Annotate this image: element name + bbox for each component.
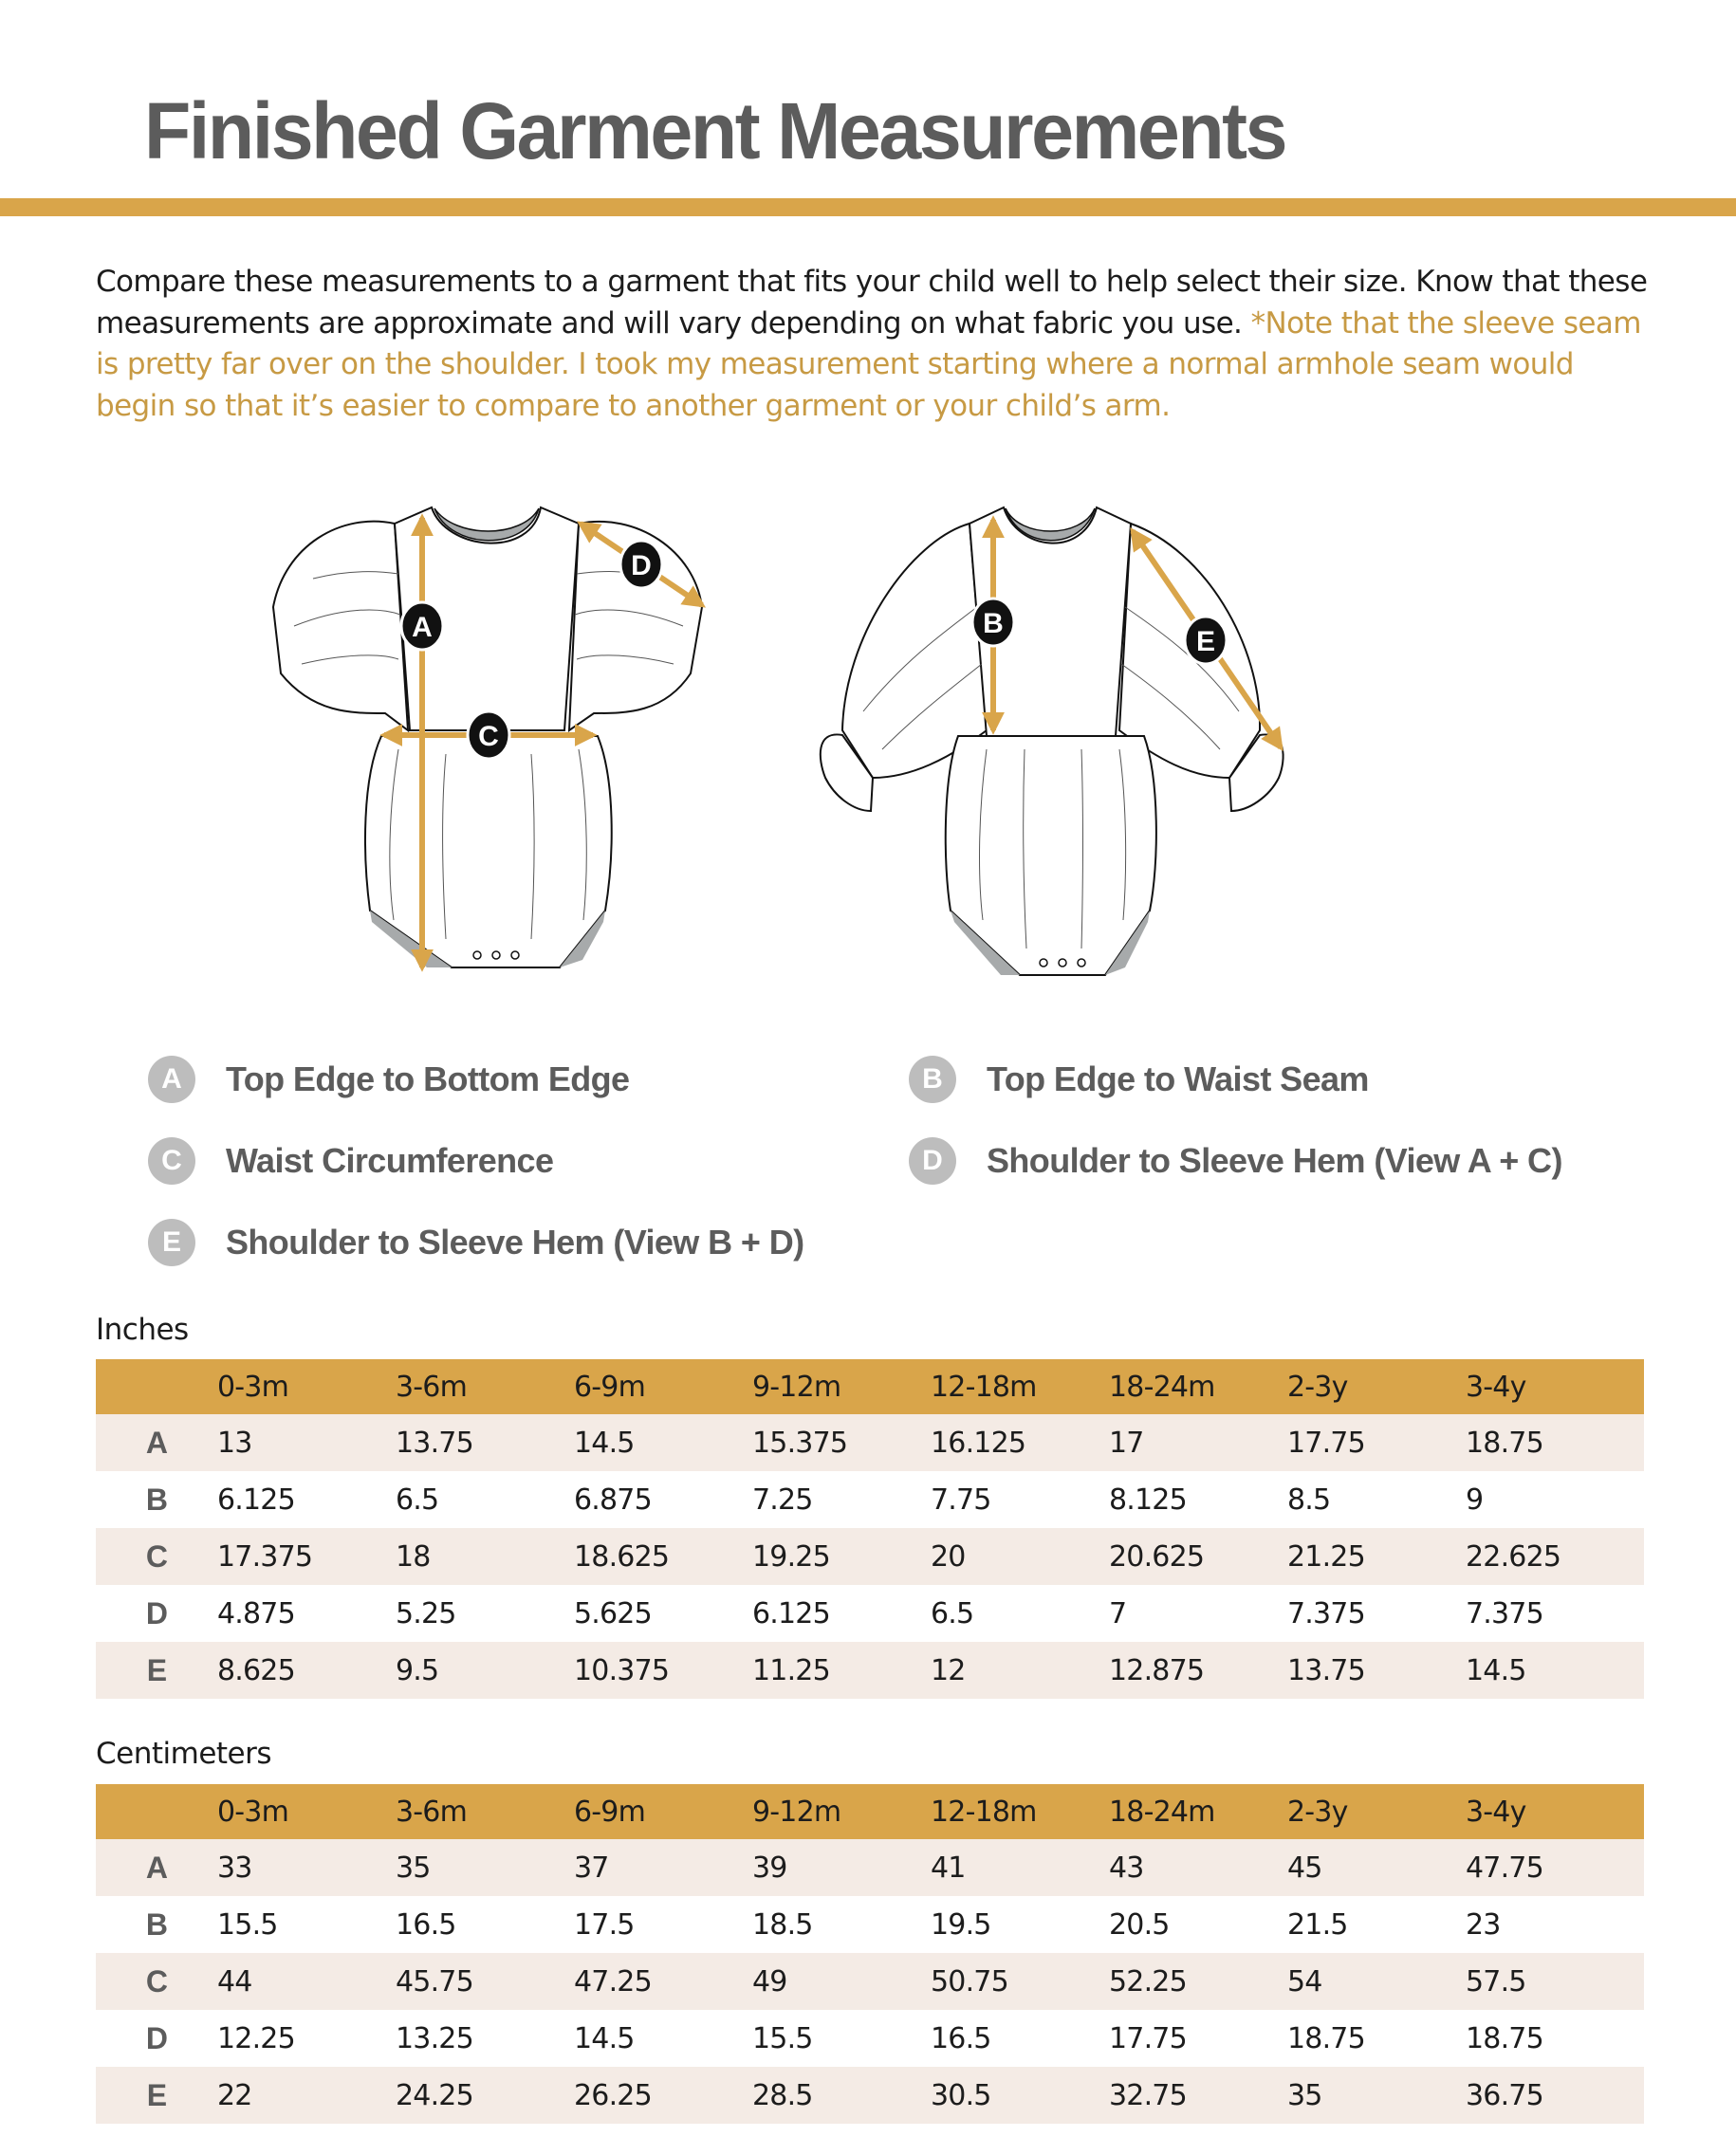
table-row: [96, 1471, 1644, 1528]
legend-label-a: Top Edge to Bottom Edge: [226, 1059, 630, 1098]
size-header-0-3m: 0-3m: [217, 1795, 289, 1829]
legend-badge-d: D: [909, 1137, 956, 1185]
measurement-cell: 7.75: [931, 1483, 991, 1517]
measurement-cell: 45: [1287, 1851, 1322, 1885]
measurement-cell: 18: [396, 1539, 431, 1574]
measurement-cell: 16.5: [396, 1907, 456, 1942]
legend-label-b: Top Edge to Waist Seam: [987, 1059, 1369, 1098]
table-row: [96, 2010, 1644, 2067]
header-corner-cell: [96, 1784, 217, 1839]
measurement-cell: 33: [217, 1851, 252, 1885]
size-header-3-4y: 3-4y: [1466, 1370, 1526, 1404]
measurement-cell: 17.75: [1287, 1426, 1365, 1460]
measurement-cell: 18.75: [1466, 1426, 1543, 1460]
size-header-12-18m: 12-18m: [931, 1370, 1037, 1404]
table-row: [96, 1585, 1644, 1642]
measurement-cell: 8.625: [217, 1653, 295, 1687]
measurement-cell: 35: [1287, 2078, 1322, 2112]
badge-d: [620, 541, 662, 588]
measurement-cell: 19.5: [931, 1907, 991, 1942]
measurement-cell: 13.75: [396, 1426, 473, 1460]
measurement-cell: 12.875: [1109, 1653, 1205, 1687]
table-header-row: [96, 1784, 1644, 1839]
legend-item-a: [148, 1055, 629, 1104]
measurement-cell: 54: [1287, 1964, 1322, 1998]
measurement-cell: 23: [1466, 1907, 1501, 1942]
measurement-cell: 6.5: [931, 1596, 974, 1630]
row-label: A: [145, 1850, 168, 1885]
measurement-cell: 12.25: [217, 2021, 295, 2055]
size-header-3-6m: 3-6m: [396, 1795, 468, 1829]
measurement-cell: 7.375: [1287, 1596, 1365, 1630]
measurement-cell: 17.375: [217, 1539, 313, 1574]
measurement-cell: 10.375: [574, 1653, 670, 1687]
table-header-row: [96, 1359, 1644, 1414]
measurement-cell: 47.75: [1466, 1851, 1543, 1885]
legend-item-e: [148, 1218, 804, 1267]
row-label: C: [145, 1963, 168, 1998]
measurement-cell: 35: [396, 1851, 431, 1885]
table-row: [96, 2067, 1644, 2124]
measurement-cell: 26.25: [574, 2078, 652, 2112]
measurement-cell: 28.5: [752, 2078, 813, 2112]
measurement-cell: 13.25: [396, 2021, 473, 2055]
measurement-cell: 14.5: [1466, 1653, 1526, 1687]
measurement-cell: 45.75: [396, 1964, 473, 1998]
measurement-cell: 16.125: [931, 1426, 1026, 1460]
measurement-cell: 17: [1109, 1426, 1144, 1460]
badge-a-letter: A: [412, 612, 433, 643]
measurement-cell: 15.5: [752, 2021, 813, 2055]
size-header-9-12m: 9-12m: [752, 1370, 841, 1404]
measurement-cell: 5.625: [574, 1596, 652, 1630]
measurement-cell: 24.25: [396, 2078, 473, 2112]
measurement-cell: 15.375: [752, 1426, 848, 1460]
size-header-2-3y: 2-3y: [1287, 1370, 1348, 1404]
row-label: E: [146, 2077, 167, 2112]
measurement-cell: 18.75: [1287, 2021, 1365, 2055]
legend-badge-b: B: [909, 1056, 956, 1103]
measurement-cell: 18.625: [574, 1539, 670, 1574]
measurement-cell: 16.5: [931, 2021, 991, 2055]
measurement-cell: 17.5: [574, 1907, 635, 1942]
measurement-cell: 9.5: [396, 1653, 439, 1687]
measurement-cell: 19.25: [752, 1539, 830, 1574]
measurement-cell: 21.5: [1287, 1907, 1348, 1942]
legend-item-d: [909, 1136, 1562, 1186]
centimeters-label: Centimeters: [96, 1737, 272, 1771]
legend-label-d: Shoulder to Sleeve Hem (View A + C): [987, 1141, 1562, 1180]
measurement-cell: 30.5: [931, 2078, 991, 2112]
row-label: A: [145, 1425, 168, 1460]
measurement-cell: 14.5: [574, 1426, 635, 1460]
measurement-cell: 15.5: [217, 1907, 278, 1942]
legend-badge-e: E: [148, 1219, 195, 1266]
size-header-18-24m: 18-24m: [1109, 1370, 1215, 1404]
size-header-2-3y: 2-3y: [1287, 1795, 1348, 1829]
measurement-cell: 14.5: [574, 2021, 635, 2055]
row-label: E: [146, 1652, 167, 1687]
row-label: C: [145, 1538, 168, 1574]
measurement-cell: 7.375: [1466, 1596, 1543, 1630]
badge-e: [1185, 617, 1227, 664]
measurement-cell: 17.75: [1109, 2021, 1187, 2055]
legend-item-b: [909, 1055, 1369, 1104]
measurement-cell: 20.5: [1109, 1907, 1170, 1942]
legend-badge-a: A: [148, 1056, 195, 1103]
centimeters-table: [96, 1784, 1644, 2124]
badge-c-letter: C: [478, 721, 499, 752]
measurement-cell: 4.875: [217, 1596, 295, 1630]
measurement-cell: 7.25: [752, 1483, 813, 1517]
table-row: [96, 1414, 1644, 1471]
measurement-cell: 20: [931, 1539, 966, 1574]
measurement-cell: 7: [1109, 1596, 1127, 1630]
size-header-3-6m: 3-6m: [396, 1370, 468, 1404]
legend-badge-c: C: [148, 1137, 195, 1185]
table-row: [96, 1642, 1644, 1699]
intro-note: *Note that the sleeve seam is pretty far over on the shoulder. I took my measurement starting where a normal armhole seam would begin so that it’s easier to compare to another garment or your child’s arm.: [96, 305, 1641, 423]
header-corner-cell: [96, 1359, 217, 1414]
measurement-cell: 13: [217, 1426, 252, 1460]
measurement-cell: 12: [931, 1653, 966, 1687]
legend-item-c: [148, 1136, 553, 1186]
page-title: Finished Garment Measurements: [144, 86, 1286, 175]
row-label: B: [145, 1906, 168, 1942]
table-row: [96, 1839, 1644, 1896]
measurement-cell: 36.75: [1466, 2078, 1543, 2112]
measurement-cell: 22.625: [1466, 1539, 1561, 1574]
measurement-cell: 37: [574, 1851, 609, 1885]
row-label: D: [145, 1595, 168, 1630]
measurement-cell: 6.5: [396, 1483, 439, 1517]
measurement-cell: 22: [217, 2078, 252, 2112]
measurement-cell: 11.25: [752, 1653, 830, 1687]
badge-b: [972, 599, 1014, 646]
measurement-cell: 21.25: [1287, 1539, 1365, 1574]
short-sleeve-romper-diagram: [256, 493, 844, 986]
size-header-12-18m: 12-18m: [931, 1795, 1037, 1829]
table-row: [96, 1528, 1644, 1585]
size-header-18-24m: 18-24m: [1109, 1795, 1215, 1829]
badge-e-letter: E: [1195, 626, 1216, 657]
badge-b-letter: B: [983, 608, 1004, 639]
intro-paragraph: [96, 262, 1652, 427]
measurement-cell: 32.75: [1109, 2078, 1187, 2112]
measurement-cell: 43: [1109, 1851, 1144, 1885]
size-header-6-9m: 6-9m: [574, 1795, 646, 1829]
intro-text: Compare these measurements to a garment that fits your child well to help select their size. Know that these measurements are approximate and will vary depending on what fabric you use.: [96, 265, 1648, 341]
row-label: B: [145, 1482, 168, 1517]
measurement-cell: 6.125: [752, 1596, 830, 1630]
measurement-cell: 9: [1466, 1483, 1484, 1517]
table-row: [96, 1896, 1644, 1953]
measurement-cell: 39: [752, 1851, 787, 1885]
size-header-0-3m: 0-3m: [217, 1370, 289, 1404]
measurement-cell: 20.625: [1109, 1539, 1205, 1574]
row-label: D: [145, 2020, 168, 2055]
measurement-cell: 6.875: [574, 1483, 652, 1517]
measurement-cell: 47.25: [574, 1964, 652, 1998]
size-header-6-9m: 6-9m: [574, 1370, 646, 1404]
inches-table: [96, 1359, 1644, 1699]
size-header-3-4y: 3-4y: [1466, 1795, 1526, 1829]
legend-label-c: Waist Circumference: [226, 1141, 554, 1180]
measurement-cell: 41: [931, 1851, 966, 1885]
inches-label: Inches: [96, 1313, 189, 1347]
measurement-cell: 50.75: [931, 1964, 1008, 1998]
measurement-cell: 18.75: [1466, 2021, 1543, 2055]
badge-d-letter: D: [631, 550, 652, 581]
legend-label-e: Shoulder to Sleeve Hem (View B + D): [226, 1223, 804, 1262]
measurement-cell: 5.25: [396, 1596, 456, 1630]
measurement-cell: 6.125: [217, 1483, 295, 1517]
badge-c: [468, 711, 509, 759]
measurement-cell: 18.5: [752, 1907, 813, 1942]
measurement-cell: 44: [217, 1964, 252, 1998]
long-sleeve-romper-diagram: [806, 493, 1489, 986]
table-row: [96, 1953, 1644, 2010]
size-header-9-12m: 9-12m: [752, 1795, 841, 1829]
badge-a: [401, 602, 443, 650]
measurement-cell: 8.125: [1109, 1483, 1187, 1517]
measurement-cell: 49: [752, 1964, 787, 1998]
measurement-cell: 57.5: [1466, 1964, 1526, 1998]
measurement-cell: 8.5: [1287, 1483, 1331, 1517]
measurement-cell: 52.25: [1109, 1964, 1187, 1998]
title-divider: [0, 198, 1736, 216]
measurement-cell: 13.75: [1287, 1653, 1365, 1687]
